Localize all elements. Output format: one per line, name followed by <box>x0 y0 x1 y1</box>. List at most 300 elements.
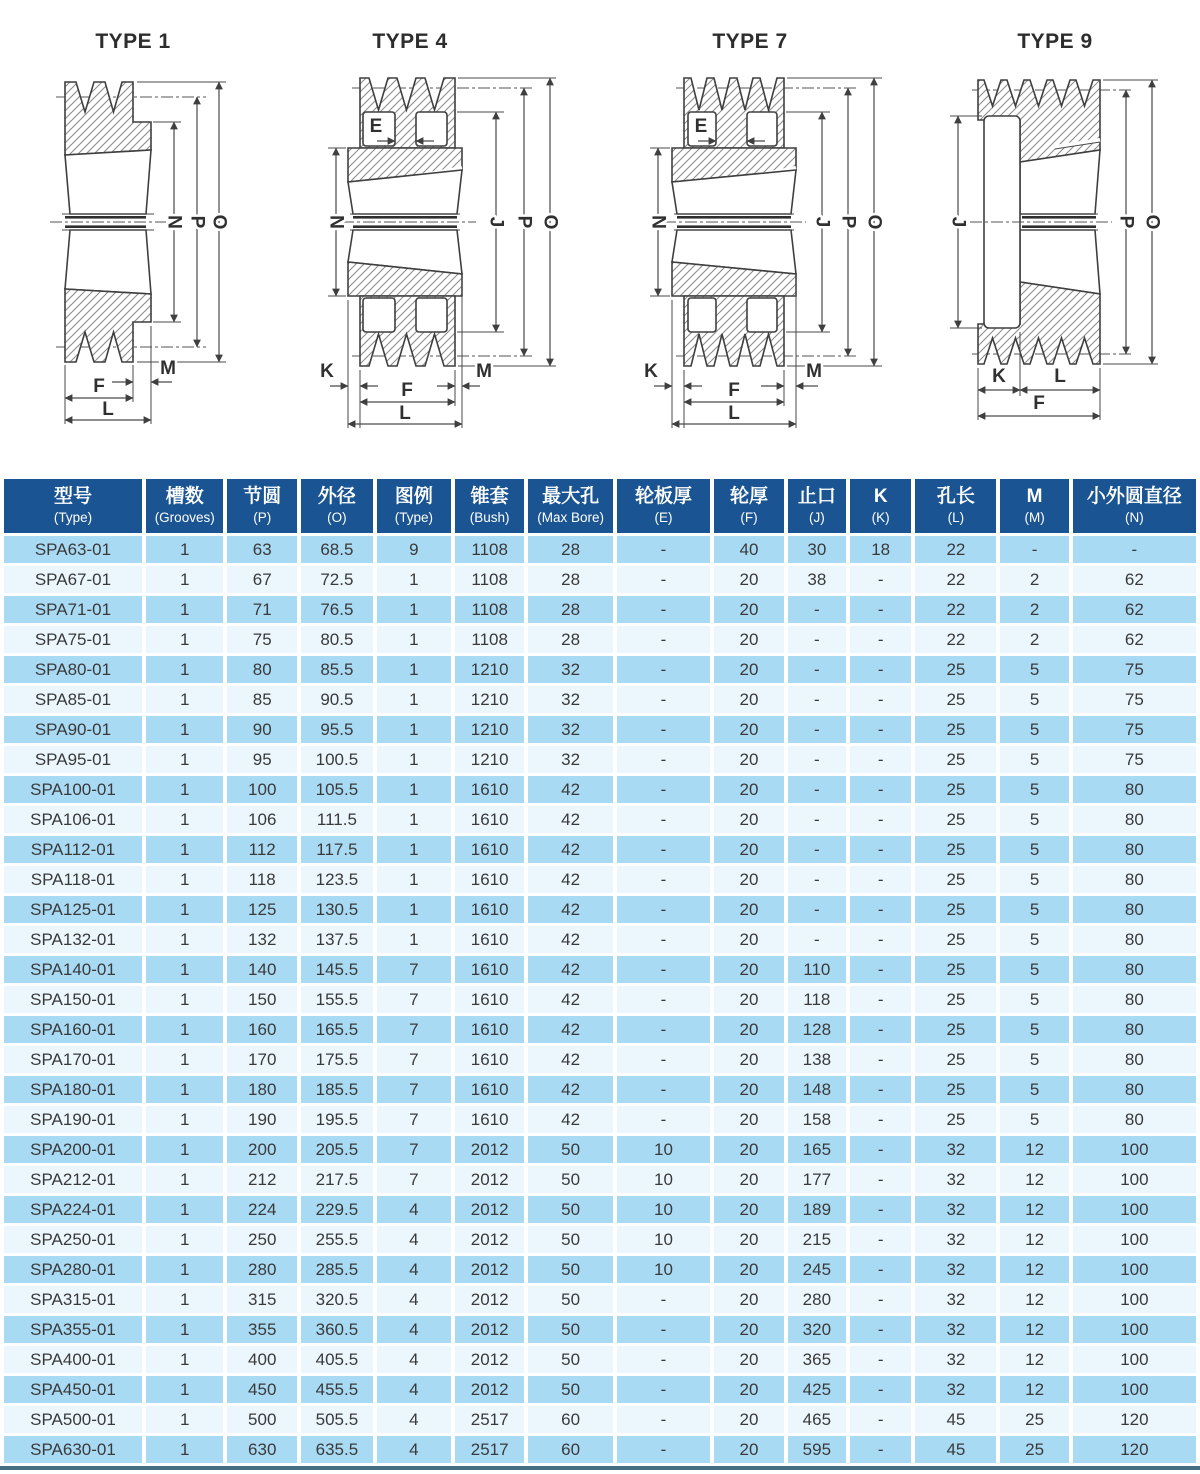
cell: 80 <box>1073 1076 1196 1103</box>
cell: - <box>617 1016 710 1043</box>
cell: 1610 <box>455 986 525 1013</box>
cell: - <box>1000 536 1068 563</box>
cell: 100 <box>1073 1196 1196 1223</box>
cell: SPA100-01 <box>4 776 142 803</box>
cell: 32 <box>528 656 612 683</box>
cell: - <box>617 806 710 833</box>
column-header-8: 轮厚 (F) <box>714 479 784 533</box>
cell: 138 <box>788 1046 846 1073</box>
cell: 245 <box>788 1256 846 1283</box>
cell: 360.5 <box>301 1316 373 1343</box>
cell: 4 <box>377 1376 451 1403</box>
dim-label-n: N <box>647 215 669 229</box>
cell: 175.5 <box>301 1046 373 1073</box>
table-row <box>4 536 1196 563</box>
cell: 7 <box>377 1076 451 1103</box>
cell: 111.5 <box>301 806 373 833</box>
column-header-13: 小外圆直径 (N) <box>1073 479 1196 533</box>
cell: SPA140-01 <box>4 956 142 983</box>
dim-label-o: O <box>208 214 230 230</box>
cell: - <box>617 836 710 863</box>
cell: 1 <box>377 566 451 593</box>
cell: 137.5 <box>301 926 373 953</box>
cell: - <box>788 836 846 863</box>
cell: 1 <box>146 1076 224 1103</box>
cell: SPA118-01 <box>4 866 142 893</box>
cell: - <box>850 1166 912 1193</box>
cell: - <box>617 776 710 803</box>
cell: 1 <box>146 896 224 923</box>
table-header <box>4 479 1196 533</box>
cell: 177 <box>788 1166 846 1193</box>
cell: 50 <box>528 1256 612 1283</box>
cell: 75 <box>1073 656 1196 683</box>
cell: SPA212-01 <box>4 1166 142 1193</box>
dim-label-k: K <box>992 366 1006 387</box>
cell: 25 <box>915 1106 996 1133</box>
cell: 20 <box>714 1286 784 1313</box>
cell: 12 <box>1000 1136 1068 1163</box>
cell: - <box>850 1346 912 1373</box>
cell: - <box>850 1286 912 1313</box>
cell: 80 <box>1073 896 1196 923</box>
cell: 1 <box>146 866 224 893</box>
cell: 4 <box>377 1256 451 1283</box>
cell: 1610 <box>455 806 525 833</box>
cell: SPA200-01 <box>4 1136 142 1163</box>
cell: 20 <box>714 956 784 983</box>
cell: 20 <box>714 1436 784 1463</box>
cell: 32 <box>915 1166 996 1193</box>
cell: 80.5 <box>301 626 373 653</box>
cell: 5 <box>1000 896 1068 923</box>
cell: 25 <box>915 656 996 683</box>
cell: SPA355-01 <box>4 1316 142 1343</box>
cell: 20 <box>714 566 784 593</box>
column-header-12: M (M) <box>1000 479 1068 533</box>
cell: 80 <box>227 656 297 683</box>
cell: 2012 <box>455 1346 525 1373</box>
cell: 4 <box>377 1406 451 1433</box>
cell: 1108 <box>455 566 525 593</box>
cell: 355 <box>227 1316 297 1343</box>
cell: 100 <box>1073 1286 1196 1313</box>
cell: - <box>850 1046 912 1073</box>
cell: 25 <box>915 926 996 953</box>
dim-label-f: F <box>728 380 740 401</box>
cell: 10 <box>617 1226 710 1253</box>
table-row <box>4 1166 1196 1193</box>
cell: 1 <box>146 806 224 833</box>
cell: - <box>617 536 710 563</box>
cell: 280 <box>227 1256 297 1283</box>
cell: 150 <box>227 986 297 1013</box>
cell: 32 <box>915 1256 996 1283</box>
table-row <box>4 776 1196 803</box>
cell: 42 <box>528 1076 612 1103</box>
cell: 12 <box>1000 1286 1068 1313</box>
column-header-7: 轮板厚 (E) <box>617 479 710 533</box>
cell: 2012 <box>455 1256 525 1283</box>
technical-drawings <box>0 0 1200 476</box>
cell: 9 <box>377 536 451 563</box>
cell: 20 <box>714 716 784 743</box>
cell: 20 <box>714 1316 784 1343</box>
cell: 1 <box>146 626 224 653</box>
cell: 2012 <box>455 1316 525 1343</box>
cell: 1 <box>146 596 224 623</box>
cell: - <box>617 1106 710 1133</box>
cell: SPA95-01 <box>4 746 142 773</box>
dim-label-n: N <box>163 215 185 229</box>
cell: 1 <box>146 1316 224 1343</box>
table-row <box>4 1436 1196 1463</box>
cell: 20 <box>714 746 784 773</box>
cell: 1 <box>146 1256 224 1283</box>
cell: - <box>617 746 710 773</box>
cell: - <box>788 806 846 833</box>
cell: SPA71-01 <box>4 596 142 623</box>
table-row <box>4 1136 1196 1163</box>
cell: 2012 <box>455 1376 525 1403</box>
cell: 130.5 <box>301 896 373 923</box>
cell: 1 <box>146 1226 224 1253</box>
cell: - <box>850 1436 912 1463</box>
cell: - <box>788 926 846 953</box>
cell: SPA160-01 <box>4 1016 142 1043</box>
cell: 32 <box>528 686 612 713</box>
cell: 85.5 <box>301 656 373 683</box>
cell: 25 <box>915 776 996 803</box>
cell: 32 <box>915 1136 996 1163</box>
cell: 25 <box>915 1046 996 1073</box>
cell: 465 <box>788 1406 846 1433</box>
cell: 1 <box>377 836 451 863</box>
cell: 45 <box>915 1406 996 1433</box>
dim-label-m: M <box>806 361 822 382</box>
cell: 635.5 <box>301 1436 373 1463</box>
cell: 100 <box>1073 1256 1196 1283</box>
dim-label-k: K <box>644 361 658 382</box>
cell: 12 <box>1000 1346 1068 1373</box>
column-header-6: 最大孔 (Max Bore) <box>528 479 612 533</box>
table-row <box>4 1376 1196 1403</box>
cell: SPA500-01 <box>4 1406 142 1433</box>
cell: 50 <box>528 1376 612 1403</box>
cell: 1 <box>146 1106 224 1133</box>
dim-label-p: P <box>186 215 208 229</box>
cell: 25 <box>915 956 996 983</box>
cell: - <box>850 806 912 833</box>
cell: 118 <box>788 986 846 1013</box>
cell: SPA180-01 <box>4 1076 142 1103</box>
cell: 25 <box>915 836 996 863</box>
cell: 1 <box>377 626 451 653</box>
table-row <box>4 626 1196 653</box>
cell: 224 <box>227 1196 297 1223</box>
cell: 20 <box>714 656 784 683</box>
cell: 148 <box>788 1076 846 1103</box>
cell: 1 <box>377 776 451 803</box>
cell: 20 <box>714 1136 784 1163</box>
cell: 1 <box>146 1376 224 1403</box>
table-row <box>4 986 1196 1013</box>
dim-label-j: J <box>947 216 969 228</box>
cell: 185.5 <box>301 1076 373 1103</box>
cell: 595 <box>788 1436 846 1463</box>
cell: 20 <box>714 1256 784 1283</box>
cell: - <box>617 716 710 743</box>
cell: 50 <box>528 1196 612 1223</box>
column-header-5: 锥套 (Bush) <box>455 479 525 533</box>
cell: 80 <box>1073 926 1196 953</box>
cell: 67 <box>227 566 297 593</box>
cell: 5 <box>1000 806 1068 833</box>
cell: SPA132-01 <box>4 926 142 953</box>
cell: 32 <box>528 746 612 773</box>
table-row <box>4 716 1196 743</box>
cell: 7 <box>377 1046 451 1073</box>
cell: 20 <box>714 1076 784 1103</box>
cell: - <box>850 836 912 863</box>
cell: - <box>617 956 710 983</box>
cell: 12 <box>1000 1196 1068 1223</box>
cell: 1 <box>146 746 224 773</box>
cell: - <box>617 1346 710 1373</box>
cell: - <box>617 866 710 893</box>
cell: - <box>788 656 846 683</box>
cell: - <box>617 926 710 953</box>
cell: 20 <box>714 626 784 653</box>
cell: 20 <box>714 896 784 923</box>
cell: - <box>850 626 912 653</box>
cell: 1 <box>146 1286 224 1313</box>
cell: - <box>850 926 912 953</box>
cell: 106 <box>227 806 297 833</box>
cell: 4 <box>377 1286 451 1313</box>
cell: 80 <box>1073 956 1196 983</box>
cell: - <box>1073 536 1196 563</box>
cell: 405.5 <box>301 1346 373 1373</box>
cell: 320 <box>788 1316 846 1343</box>
table-row <box>4 686 1196 713</box>
cell: 28 <box>528 626 612 653</box>
cell: 455.5 <box>301 1376 373 1403</box>
cell: 100.5 <box>301 746 373 773</box>
dim-label-o: O <box>1141 214 1163 230</box>
cell: 25 <box>915 746 996 773</box>
cell: 4 <box>377 1346 451 1373</box>
cell: 42 <box>528 896 612 923</box>
cell: 100 <box>1073 1166 1196 1193</box>
cell: 5 <box>1000 956 1068 983</box>
cell: 1 <box>146 1136 224 1163</box>
cell: - <box>850 716 912 743</box>
cell: SPA450-01 <box>4 1376 142 1403</box>
cell: - <box>617 626 710 653</box>
cell: - <box>788 896 846 923</box>
cell: 63 <box>227 536 297 563</box>
cell: 1 <box>377 746 451 773</box>
cell: - <box>617 1286 710 1313</box>
table-row <box>4 1076 1196 1103</box>
cell: - <box>850 1226 912 1253</box>
cell: 1 <box>146 836 224 863</box>
cell: - <box>617 896 710 923</box>
cell: 100 <box>1073 1316 1196 1343</box>
cell: 1610 <box>455 1106 525 1133</box>
cell: 189 <box>788 1196 846 1223</box>
cell: 285.5 <box>301 1256 373 1283</box>
cell: 250 <box>227 1226 297 1253</box>
column-header-4: 图例 (Type) <box>377 479 451 533</box>
cell: 12 <box>1000 1376 1068 1403</box>
table-row <box>4 566 1196 593</box>
table-row <box>4 1226 1196 1253</box>
cell: 1210 <box>455 656 525 683</box>
cell: - <box>617 1376 710 1403</box>
cell: 2 <box>1000 566 1068 593</box>
cell: 28 <box>528 566 612 593</box>
cell: - <box>788 866 846 893</box>
cell: 100 <box>227 776 297 803</box>
cell: 280 <box>788 1286 846 1313</box>
column-header-9: 止口 (J) <box>788 479 846 533</box>
table-row <box>4 836 1196 863</box>
cell: - <box>850 746 912 773</box>
cell: - <box>850 1256 912 1283</box>
cell: 1210 <box>455 746 525 773</box>
cell: 105.5 <box>301 776 373 803</box>
table-row <box>4 1196 1196 1223</box>
dim-label-f: F <box>93 376 105 397</box>
cell: 75 <box>1073 716 1196 743</box>
figure-title: TYPE 9 <box>1017 30 1093 53</box>
cell: 20 <box>714 926 784 953</box>
cell: 180 <box>227 1076 297 1103</box>
figure-title: TYPE 1 <box>95 30 171 53</box>
cell: 20 <box>714 1196 784 1223</box>
cell: SPA630-01 <box>4 1436 142 1463</box>
cell: 20 <box>714 686 784 713</box>
cell: 5 <box>1000 926 1068 953</box>
table-row <box>4 1286 1196 1313</box>
cell: 212 <box>227 1166 297 1193</box>
cell: 120 <box>1073 1436 1196 1463</box>
dim-label-p: P <box>1115 215 1137 229</box>
cell: 4 <box>377 1196 451 1223</box>
cell: 22 <box>915 536 996 563</box>
table-row <box>4 1346 1196 1373</box>
cell: 20 <box>714 1106 784 1133</box>
cell: 90 <box>227 716 297 743</box>
cell: 20 <box>714 836 784 863</box>
cell: 22 <box>915 566 996 593</box>
cell: 1 <box>146 926 224 953</box>
cell: SPA150-01 <box>4 986 142 1013</box>
cell: 95.5 <box>301 716 373 743</box>
cell: SPA90-01 <box>4 716 142 743</box>
cell: 5 <box>1000 716 1068 743</box>
figure-type-1 <box>0 0 300 472</box>
cell: - <box>850 1016 912 1043</box>
cell: 1 <box>146 536 224 563</box>
cell: 100 <box>1073 1226 1196 1253</box>
dim-label-f: F <box>1033 393 1045 414</box>
cell: 18 <box>850 536 912 563</box>
cell: 5 <box>1000 1016 1068 1043</box>
cell: 25 <box>915 1016 996 1043</box>
cell: 22 <box>915 626 996 653</box>
cell: 5 <box>1000 686 1068 713</box>
cell: 42 <box>528 866 612 893</box>
cell: SPA125-01 <box>4 896 142 923</box>
cell: - <box>617 1406 710 1433</box>
cell: 42 <box>528 806 612 833</box>
cell: 5 <box>1000 866 1068 893</box>
cell: 215 <box>788 1226 846 1253</box>
cell: 1 <box>377 686 451 713</box>
cell: 160 <box>227 1016 297 1043</box>
cell: 12 <box>1000 1166 1068 1193</box>
table-row <box>4 1046 1196 1073</box>
cell: 72.5 <box>301 566 373 593</box>
cell: - <box>850 1106 912 1133</box>
figure-title: TYPE 4 <box>372 30 448 53</box>
cell: 190 <box>227 1106 297 1133</box>
cell: 1 <box>377 926 451 953</box>
cell: 315 <box>227 1286 297 1313</box>
cell: 125 <box>227 896 297 923</box>
cell: 40 <box>714 536 784 563</box>
cell: - <box>850 656 912 683</box>
cell: 1 <box>146 1166 224 1193</box>
cell: 32 <box>915 1286 996 1313</box>
cell: - <box>617 1076 710 1103</box>
cell: SPA75-01 <box>4 626 142 653</box>
cell: 1 <box>146 1406 224 1433</box>
table-row <box>4 926 1196 953</box>
cell: 32 <box>915 1376 996 1403</box>
cell: 32 <box>915 1196 996 1223</box>
cell: - <box>850 1136 912 1163</box>
cell: 25 <box>915 686 996 713</box>
cell: 50 <box>528 1136 612 1163</box>
cell: SPA190-01 <box>4 1106 142 1133</box>
cell: - <box>850 1376 912 1403</box>
table-row <box>4 1406 1196 1433</box>
dim-label-m: M <box>476 361 492 382</box>
cell: 1 <box>146 956 224 983</box>
cell: 112 <box>227 836 297 863</box>
cell: 95 <box>227 746 297 773</box>
cell: 20 <box>714 1376 784 1403</box>
cell: 62 <box>1073 596 1196 623</box>
cell: 30 <box>788 536 846 563</box>
cell: 25 <box>915 716 996 743</box>
cell: 1 <box>146 1436 224 1463</box>
cell: - <box>850 896 912 923</box>
cell: SPA112-01 <box>4 836 142 863</box>
cell: 158 <box>788 1106 846 1133</box>
cell: 145.5 <box>301 956 373 983</box>
cell: 20 <box>714 986 784 1013</box>
cell: 1610 <box>455 776 525 803</box>
cell: 165 <box>788 1136 846 1163</box>
cell: - <box>850 1076 912 1103</box>
cell: 20 <box>714 596 784 623</box>
cell: 60 <box>528 1436 612 1463</box>
